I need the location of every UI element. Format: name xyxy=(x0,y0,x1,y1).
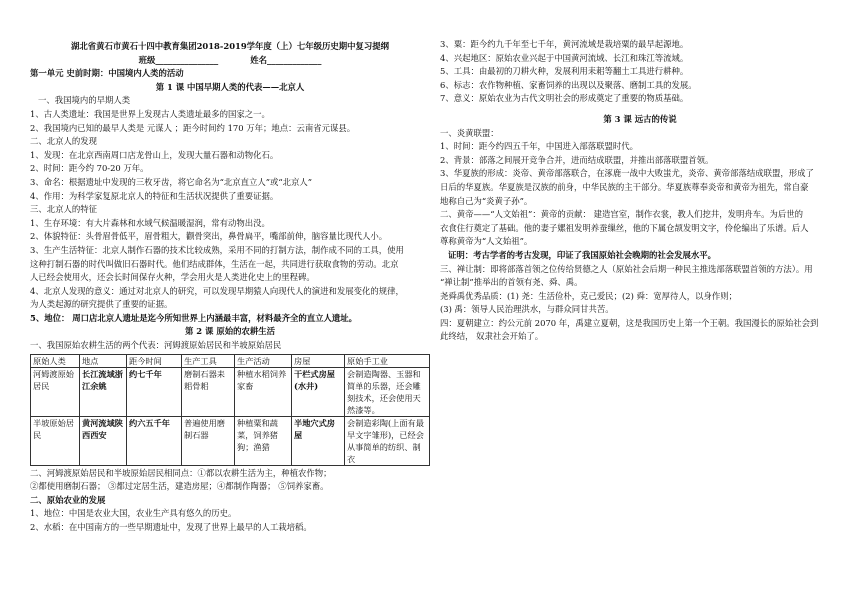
table-header-cell: 原始人类 xyxy=(31,354,80,367)
text-line: 日后的华夏族。华夏族是汉族的前身，中华民族的主干部分。华夏族尊奉炎帝和黄帝为祖先，常自豪 xyxy=(440,181,809,192)
name-label: 姓名 xyxy=(250,54,267,65)
table-cell: 约六五千年 xyxy=(127,416,182,465)
lesson2-heading: 第 2 课 原始的农耕生活 xyxy=(185,326,275,337)
text-line: (3) 禹：领导人民治理洪水，与群众同甘共苦。 xyxy=(440,304,614,315)
table-row xyxy=(31,367,430,416)
table-header-cell: 原始手工业 xyxy=(345,354,430,367)
text-line: 2、体貌特征：头骨眉骨低平，眉骨粗大，颧骨突出，鼻骨扁平，嘴部前伸，脑容量比现代人小。 xyxy=(30,231,388,242)
unit-heading: 第一单元 史前时期：中国境内人类的活动 xyxy=(30,68,184,79)
table-cell: 会制造彩陶(上面有最早文字雏形)，已经会从事简单的纺织、制衣 xyxy=(345,416,430,465)
text-line: 5、地位： 周口店北京人遗址是迄今所知世界上内涵最丰富，材料最齐全的直立人遗址。 xyxy=(30,312,357,323)
text-line: 4、兴起地区：原始农业兴起于中国黄河流域、长江和珠江等流域。 xyxy=(440,52,689,63)
text-line: 7、意义：原始农业为古代文明社会的形成奠定了重要的物质基础。 xyxy=(440,93,689,104)
table-header-cell: 房屋 xyxy=(292,354,345,367)
table-cell: 种植粟和蔬菜，饲养猪狗；渔猎 xyxy=(235,416,292,465)
table-cell: 河姆渡原始居民 xyxy=(31,367,80,416)
table-cell: 普遍使用磨制石器 xyxy=(182,416,235,465)
text-line: 人已经会使用火，还会长时间保存火种，学会用火是人类进化史上的里程碑。 xyxy=(30,272,315,283)
left-column xyxy=(30,40,430,535)
section-heading: 三、北京人的特征 xyxy=(30,204,97,215)
table-cell: 黄河流域陕西西安 xyxy=(80,416,127,465)
text-line: 1、古人类遗址：我国是世界上发现古人类遗址最多的国家之一。 xyxy=(30,108,270,119)
class-label: 班级 xyxy=(138,54,156,65)
section-heading: 二、北京人的发现 xyxy=(30,136,97,147)
text-line: 证明：考古学者的考古发现，印证了我国原始社会晚期的社会发展水平。 xyxy=(448,249,716,260)
text-line: 3、粟：距今约九千年至七千年，黄河流域是栽培粟的最早起源地。 xyxy=(440,39,689,49)
text-line: 4、北京人发现的意义：通过对北京人的研究，可以发现早期猿人向现代人的演进和发展变化的规律， xyxy=(30,285,404,296)
text-line: 3、华夏族的形成：炎帝、黄帝部落联合，在涿鹿一战中大败蚩尤，炎帝、黄帝部落结成联盟，形成了 xyxy=(440,168,814,179)
table-cell: 干栏式房屋(水井) xyxy=(292,367,345,416)
text-line: 1、地位：中国是农业大国，农业生产具有悠久的历史。 xyxy=(30,508,237,519)
document-title: 湖北省黄石市黄石十四中教育集团2018-2019学年度（上）七年级历史期中复习提纲 xyxy=(70,41,390,51)
class-name-line: 班级_______________ 姓名_____________ xyxy=(138,54,322,65)
table-cell: 长江流域浙江余姚 xyxy=(80,367,127,416)
text-line: 尊称黄帝为“人文始祖”。 xyxy=(440,236,533,247)
text-line: “禅让制”推举出的首领有尧、舜、禹。 xyxy=(440,277,583,288)
text-line: 地称自己为“炎黄子孙”。 xyxy=(440,195,533,206)
text-line: 尧舜禹优秀品质：(1) 尧：生活俭朴，克己爱民；(2) 舜：宽厚待人，以身作则； xyxy=(440,290,738,301)
text-line: 衣食住行奠定了基础。他的妻子嫘祖发明养蚕缫丝，他的下属仓颉发明文字，伶伦编出了乐谱。后人 xyxy=(440,222,809,233)
text-line: 3、生产生活特征：北京人制作石器的技术比较成熟，采用不同的打制方法，制作成不同的工具，使用 xyxy=(30,244,404,255)
text-line: 2、水稻：在中国南方的一些早期遗址中，发现了世界上最早的人工栽培稻。 xyxy=(30,522,312,533)
table-header-cell: 距今时间 xyxy=(127,354,182,367)
text-line: 3、命名：根据遗址中发现的三枚牙齿，将它命名为“北京直立人”或“北京人” xyxy=(30,176,313,187)
text-line: 5、工具：由最初的刀耕火种，发展利用耒耜等翻土工具进行耕种。 xyxy=(440,66,689,77)
text-line: 4、作用：为科学家复原北京人的特征和生活状况提供了重要证据。 xyxy=(30,190,279,201)
table-cell: 种植水稻饲养家畜 xyxy=(235,367,292,416)
text-line: 1、时间：距今约四五千年，中国进入部落联盟时代。 xyxy=(440,141,638,152)
table-row xyxy=(31,416,430,465)
table-header-row xyxy=(31,354,430,367)
text-line: 三、禅让制：即将部落首领之位传给贤德之人（原始社会后期一种民主推选部落联盟首领的方法）。用 xyxy=(440,263,813,274)
text-line: 二、河姆渡原始居民和半坡原始居民相同点：①都以农耕生活为主，种植农作物； xyxy=(30,467,332,478)
table-cell: 磨制石器耒耜骨耜 xyxy=(182,367,235,416)
text-line: 二、黄帝——“人文始祖”：黄帝的贡献： 建造宫室，制作衣裳，教人们挖井，发明舟车。为后世的 xyxy=(440,209,803,220)
section-heading: 一、我国原始农耕生活的两个代表：河姆渡原始居民和半坡原始居民 xyxy=(30,340,282,351)
table-header-cell: 生产工具 xyxy=(182,354,235,367)
table-cell: 半地穴式房屋 xyxy=(292,416,345,465)
text-line: 1、发现：在北京西南周口店龙骨山上，发现大量石器和动物化石。 xyxy=(30,149,279,160)
table-header-cell: 生产活动 xyxy=(235,354,292,367)
section-heading: 一、炎黄联盟： xyxy=(440,127,499,138)
text-line: 此终结， 奴隶社会开始了。 xyxy=(440,331,544,342)
table-cell: 约七千年 xyxy=(127,367,182,416)
text-line: 四：夏朝建立：约公元前 2070 年，禹建立夏朝，这是我国历史上第一个王朝。我国漫长的原始社会到 xyxy=(440,317,819,328)
table-header-cell: 地点 xyxy=(80,354,127,367)
lesson3-heading: 第 3 课 远古的传说 xyxy=(603,113,677,124)
lesson1-heading: 第 1 课 中国早期人类的代表——北京人 xyxy=(155,81,305,92)
text-line: 这种打制石器的时代叫做旧石器时代。他们结成群体，生活在一起，共同进行获取食物的劳动。北京 xyxy=(30,258,399,269)
text-line: ②都使用磨制石器； ③都过定居生活，建造房屋；④都制作陶器； ⑤饲养家畜。 xyxy=(30,481,329,492)
text-line: 6、标志：农作物种植、家畜饲养的出现以及聚落、磨制工具的发展。 xyxy=(440,79,697,90)
table-cell: 半坡原始居民 xyxy=(31,416,80,465)
section-heading: 二、原始农业的发展 xyxy=(30,494,106,505)
right-column xyxy=(440,38,840,344)
section-heading: 一、我国境内的早期人类 xyxy=(38,95,131,106)
text-line: 1、生存环境：有大片森林和水域气候温暖湿润，常有动物出没。 xyxy=(30,217,270,228)
text-line: 2、时间：距今约 70-20 万年。 xyxy=(30,163,149,174)
comparison-table xyxy=(30,354,430,466)
spacer xyxy=(440,106,840,113)
table-cell: 会制造陶器、玉器和简单的乐器，还会雕刻技术，还会使用天然漆等。 xyxy=(345,367,430,416)
text-line: 2、背景：部落之间展开竞争合并，进而结成联盟，并推出部落联盟首领。 xyxy=(440,154,714,165)
text-line: 为人类起源的研究提供了重要的证据。 xyxy=(30,299,173,310)
text-line: 2、我国境内已知的最早人类是 元谋人 ；距今时间约 170 万年；地点：云南省元谋县。 xyxy=(30,122,356,133)
